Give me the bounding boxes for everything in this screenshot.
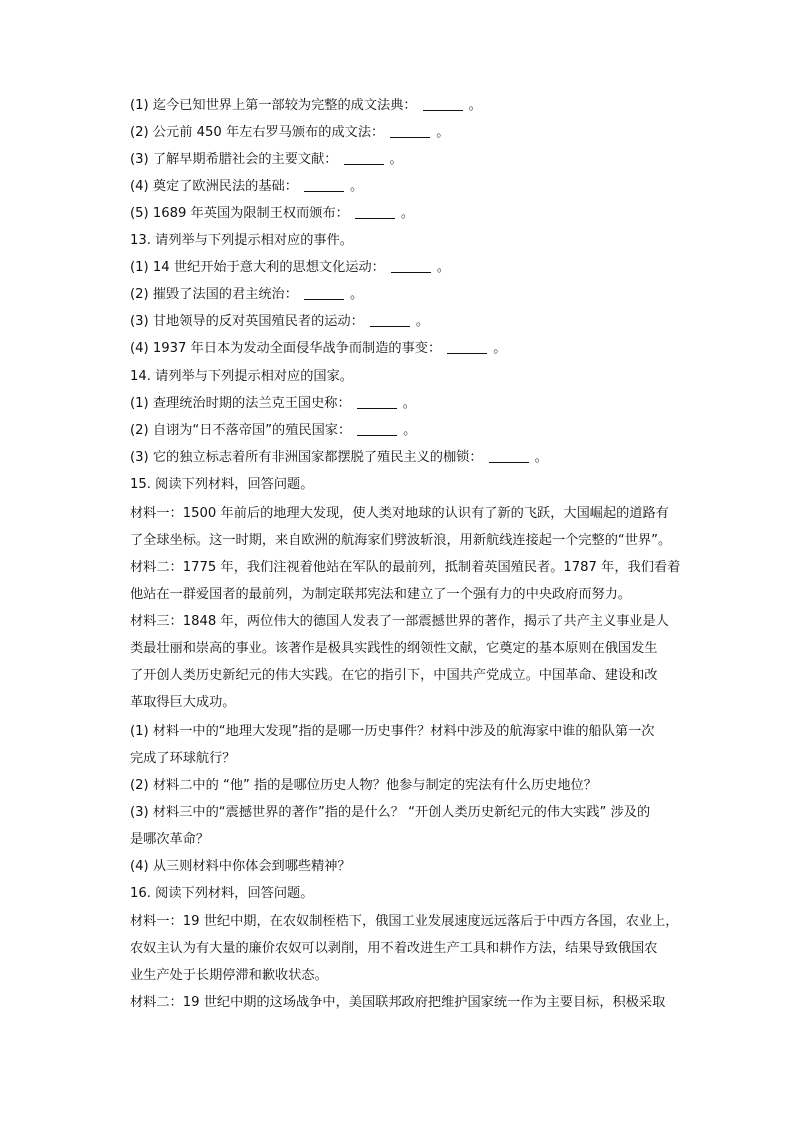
q15-question-3: (3) 材料三中的“震撼世界的著作”指的是什么？ “开创人类历史新纪元的伟大实践” 涉及的 是哪次革命？ <box>130 805 651 847</box>
answer-blank <box>304 287 344 300</box>
answer-blank <box>447 341 487 354</box>
q15-question-2: (2) 材料二中的 “他” 指的是哪位历史人物？他参与制定的宪法有什么历史地位？ <box>130 778 597 793</box>
q13-title: 13. 请列举与下列提示相对应的事件。 <box>130 233 353 248</box>
answer-blank <box>390 125 430 138</box>
answer-blank <box>423 98 463 111</box>
q13-item-2: (2) 摧毁了法国的君主统治： 。 <box>130 287 364 302</box>
answer-blank <box>489 450 529 463</box>
q13-item-3: (3) 甘地领导的反对英国殖民者的运动： 。 <box>130 314 430 329</box>
q16-title: 16. 阅读下列材料，回答问题。 <box>130 886 314 901</box>
q15-question-1: (1) 材料一中的“地理大发现”指的是哪一历史事件？材料中涉及的航海家中谁的船队第一次 完成了环球航行？ <box>130 724 655 766</box>
q15-material-3: 材料三：1848 年，两位伟大的德国人发表了一部震撼世界的著作，揭示了共产主义事业是人 类最壮丽和崇高的事业。该著作是极具实践性的纲领性文献，它奠定的基本原则在俄国发生 了开创人类历史新纪元的伟大实践。在它的指引下，中国共产党成立。中国革命、建设和改 革取得巨大成功。 <box>130 614 669 710</box>
q12-item-3: (3) 了解早期希腊社会的主要文献： 。 <box>130 152 403 167</box>
q12-item-2: (2) 公元前 450 年左右罗马颁布的成文法： 。 <box>130 125 450 140</box>
answer-blank <box>357 423 397 436</box>
q15-material-2: 材料二：1775 年，我们注视着他站在军队的最前列，抵制着英国殖民者。1787 年，我们看着 他站在一群爱国者的最前列，为制定联邦宪法和建立了一个强有力的中央政府而努力。 <box>130 560 681 602</box>
q15-title: 15. 阅读下列材料，回答问题。 <box>130 477 314 492</box>
q16-material-1: 材料一：19 世纪中期，在农奴制桎梏下，俄国工业发展速度远远落后于中西方各国，农业上， 农奴主认为有大量的廉价农奴可以剥削，用不着改进生产工具和耕作方法，结果导致俄国农 业生产处于长期停滞和歉收状态。 <box>130 914 679 983</box>
q14-item-2: (2) 自诩为“日不落帝国”的殖民国家： 。 <box>130 423 417 438</box>
q14-item-3: (3) 它的独立标志着所有非洲国家都摆脱了殖民主义的枷锁： 。 <box>130 450 548 465</box>
answer-blank <box>304 179 344 192</box>
answer-blank <box>357 396 397 409</box>
answer-blank <box>355 206 395 219</box>
q12-item-5: (5) 1689 年英国为限制王权而颁布： 。 <box>130 206 415 221</box>
q15-question-4: (4) 从三则材料中你体会到哪些精神？ <box>130 859 351 874</box>
q14-title: 14. 请列举与下列提示相对应的国家。 <box>130 369 353 384</box>
q16-material-2: 材料二：19 世纪中期的这场战争中，美国联邦政府把维护国家统一作为主要目标，积极采取 <box>130 995 666 1010</box>
q14-item-1: (1) 查理统治时期的法兰克王国史称： 。 <box>130 396 416 411</box>
q13-item-4: (4) 1937 年日本为发动全面侵华战争而制造的事变： 。 <box>130 341 507 356</box>
answer-blank <box>391 260 431 273</box>
answer-blank <box>344 152 384 165</box>
q12-item-4: (4) 奠定了欧洲民法的基础： 。 <box>130 179 364 194</box>
q12-item-1: (1) 迄今已知世界上第一部较为完整的成文法典： 。 <box>130 98 482 113</box>
q15-material-1: 材料一：1500 年前后的地理大发现，使人类对地球的认识有了新的飞跃，大国崛起的道路有 了全球坐标。这一时期，来自欧洲的航海家们劈波斩浪，用新航线连接起一个完整的“世界”。 <box>130 506 672 548</box>
answer-blank <box>370 314 410 327</box>
q13-item-1: (1) 14 世纪开始于意大利的思想文化运动： 。 <box>130 260 451 275</box>
